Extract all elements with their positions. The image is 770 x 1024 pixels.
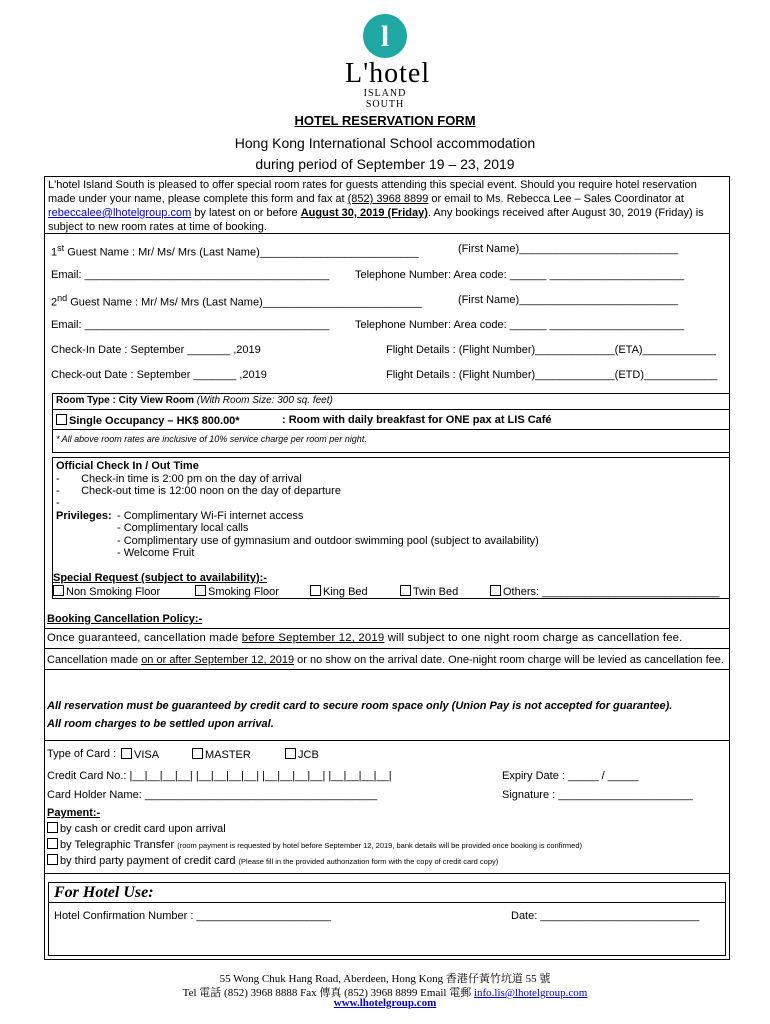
privilege-item: - Welcome Fruit bbox=[117, 547, 195, 559]
privilege-item: - Complimentary local calls bbox=[117, 522, 249, 534]
expiry-date-field[interactable]: Expiry Date : _____ / _____ bbox=[502, 770, 639, 782]
cancellation-line-1: Once guaranteed, cancellation made before September 12, 2019 will subject to one night room charge as cancellation fee. bbox=[47, 632, 683, 644]
fax-number: (852) 3968 8899 bbox=[347, 193, 429, 205]
card-type-label: Type of Card : bbox=[47, 748, 117, 760]
form-subtitle-2: during period of September 19 – 23, 2019 bbox=[255, 156, 515, 172]
payment-title: Payment:- bbox=[47, 807, 101, 819]
logo-emblem: l bbox=[363, 14, 407, 58]
master-option[interactable]: MASTER bbox=[192, 748, 251, 761]
non-smoking-option[interactable]: Non Smoking Floor bbox=[53, 585, 160, 598]
footer-contact: Tel 電話 (852) 3968 8888 Fax 傳真 (852) 3968 8899 Email 電郵 info.lis@lhotelgroup.com bbox=[182, 987, 588, 999]
hotel-logo bbox=[345, 14, 431, 110]
guest1-telephone-field[interactable]: Telephone Number: Area code: ______ ______________________ bbox=[355, 269, 685, 281]
guarantee-line-1: All reservation must be guaranteed by credit card to secure room space only (Union Pay is not accepted for guarantee). bbox=[47, 700, 673, 712]
rate-note: * All above room rates are inclusive of 10% service charge per room per night. bbox=[56, 434, 367, 444]
website-link[interactable]: www.lhotelgroup.com bbox=[333, 997, 437, 1009]
visa-option[interactable]: VISA bbox=[121, 748, 159, 761]
hotel-use-title: For Hotel Use: bbox=[54, 884, 154, 901]
form-title: HOTEL RESERVATION FORM bbox=[294, 113, 476, 128]
card-number-field[interactable]: Credit Card No.: |__|__|__|__| |__|__|__|__| |__|__|__|__| |__|__|__|__| bbox=[47, 770, 392, 782]
logo-subname: ISLAND SOUTH bbox=[363, 88, 407, 110]
logo-name: L'hotel bbox=[345, 58, 431, 89]
guarantee-line-2: All room charges to be settled upon arrival. bbox=[47, 718, 274, 730]
payment-third-party-option[interactable]: by third party payment of credit card (Please fill in the provided authorization form with the copy of credit card copy) bbox=[47, 854, 498, 867]
privilege-item: - Complimentary use of gymnasium and outdoor swimming pool (subject to availability) bbox=[117, 535, 539, 547]
hotel-confirmation-field[interactable]: Hotel Confirmation Number : ______________________ bbox=[54, 910, 332, 922]
signature-field[interactable]: Signature : ______________________ bbox=[502, 789, 693, 801]
king-bed-option[interactable]: King Bed bbox=[310, 585, 368, 598]
guest2-email-field[interactable]: Email: ________________________________________ bbox=[51, 319, 330, 331]
payment-cash-option[interactable]: by cash or credit card upon arrival bbox=[47, 822, 226, 835]
checkin-date-field[interactable]: Check-In Date : September _______ ,2019 bbox=[51, 344, 261, 356]
departure-flight-field[interactable]: Flight Details : (Flight Number)_____________(ETD)____________ bbox=[386, 369, 718, 381]
special-request-title: Special Request (subject to availability):- bbox=[53, 572, 267, 584]
arrival-flight-field[interactable]: Flight Details : (Flight Number)_____________(ETA)____________ bbox=[386, 344, 716, 356]
cancellation-title: Booking Cancellation Policy:- bbox=[47, 613, 203, 625]
others-option[interactable]: Others: _____________________________ bbox=[490, 585, 720, 598]
checkin-time: - Check-in time is 2:00 pm on the day of arrival bbox=[56, 473, 302, 485]
checkout-time: - Check-out time is 12:00 noon on the day of departure bbox=[56, 485, 341, 497]
footer-email-link[interactable]: info.lis@lhotelgroup.com bbox=[473, 987, 588, 999]
privilege-item: - Complimentary Wi-Fi internet access bbox=[117, 510, 304, 522]
checkout-date-field[interactable]: Check-out Date : September _______ ,2019 bbox=[51, 369, 267, 381]
guest2-name-field[interactable]: 2nd Guest Name : Mr/ Ms/ Mrs (Last Name)__________________________ bbox=[51, 293, 422, 309]
breakfast-note: : Room with daily breakfast for ONE pax at LIS Café bbox=[282, 414, 552, 426]
form-subtitle-1: Hong Kong International School accommodation bbox=[234, 135, 536, 151]
hotel-date-field[interactable]: Date: __________________________ bbox=[511, 910, 700, 922]
divider bbox=[44, 233, 730, 234]
single-occupancy-option[interactable]: Single Occupancy – HK$ 800.00* bbox=[56, 414, 240, 427]
room-type: Room Type : City View Room (With Room Size: 300 sq. feet) bbox=[56, 395, 333, 406]
deadline: August 30, 2019 (Friday) bbox=[300, 207, 428, 219]
cancellation-line-2: Cancellation made on or after September 12, 2019 or no show on the arrival date. One-night room charge will be levied as cancellation fee. bbox=[47, 654, 724, 666]
footer-address: 55 Wong Chuk Hang Road, Aberdeen, Hong Kong 香港仔黃竹坑道 55 號 bbox=[219, 973, 551, 985]
guest2-first-name-field[interactable]: (First Name)__________________________ bbox=[458, 294, 679, 306]
checkbox[interactable] bbox=[56, 414, 67, 425]
payment-tt-option[interactable]: by Telegraphic Transfer (room payment is requested by hotel before September 12, 2019, bank details will be provided once booking is confirmed) bbox=[47, 838, 582, 851]
guest2-telephone-field[interactable]: Telephone Number: Area code: ______ ______________________ bbox=[355, 319, 685, 331]
card-holder-field[interactable]: Card Holder Name: ______________________________________ bbox=[47, 789, 378, 801]
footer-website bbox=[0, 997, 770, 1009]
smoking-option[interactable]: Smoking Floor bbox=[195, 585, 279, 598]
intro-paragraph: L'hotel Island South is pleased to offer special room rates for guests attending this special event. Should you require hotel reservation made under your name, please complete this form and fax at (852) 3968 8899 or email to Ms. Rebecca Lee – Sales Coordinator at rebeccalee@lhotelgroup.com by latest on or before August 30, 2019 (Friday). Any bookings received after August 30, 2019 (Friday) is subject to new room rates at time of booking. bbox=[48, 179, 704, 233]
twin-bed-option[interactable]: Twin Bed bbox=[400, 585, 458, 598]
jcb-option[interactable]: JCB bbox=[285, 748, 319, 761]
privileges-label: Privileges: bbox=[56, 510, 112, 522]
email-link[interactable]: rebeccalee@lhotelgroup.com bbox=[48, 207, 192, 219]
guest1-name-field[interactable]: 1st Guest Name : Mr/ Ms/ Mrs (Last Name)__________________________ bbox=[51, 243, 419, 259]
guest1-email-field[interactable]: Email: ________________________________________ bbox=[51, 269, 330, 281]
guest1-first-name-field[interactable]: (First Name)__________________________ bbox=[458, 243, 679, 255]
checkin-policy-title: Official Check In / Out Time bbox=[56, 460, 199, 472]
